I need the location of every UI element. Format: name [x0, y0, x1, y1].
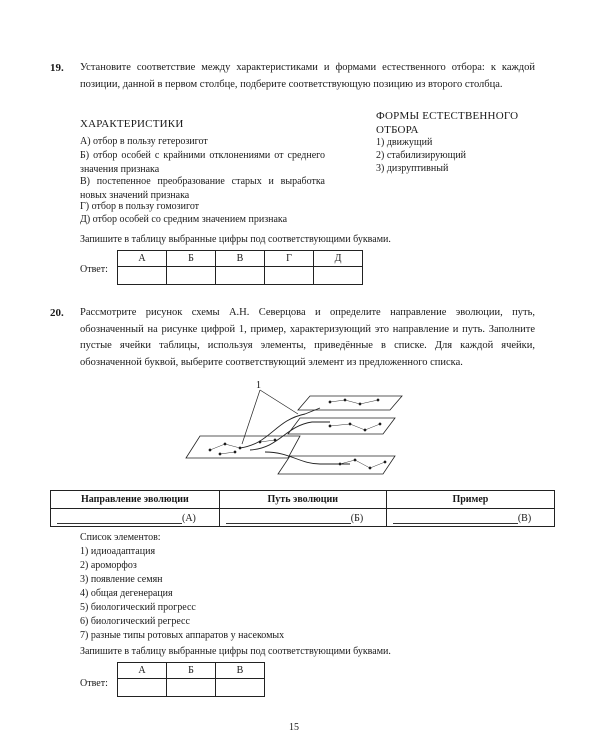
q19-letter-a: А — [118, 251, 167, 267]
q20-letter-a: А — [118, 663, 167, 679]
q20-answer-cell-v[interactable] — [216, 679, 265, 697]
cell-v[interactable] — [386, 509, 554, 527]
cell-a-label: (А) — [182, 512, 196, 524]
cell-b[interactable] — [219, 509, 386, 527]
element-1: 1) идиоадаптация — [80, 546, 156, 557]
q19-answer-cell-v[interactable] — [216, 267, 265, 285]
q20-letter-b: Б — [167, 663, 216, 679]
element-5: 5) биологический прогресс — [80, 602, 196, 613]
q19-number: 19. — [50, 62, 64, 74]
q20-letter-v: В — [216, 663, 265, 679]
q19-char-d: Д) отбор особей со средним значением признака — [80, 214, 288, 225]
q20-answer-label: Ответ: — [80, 678, 108, 689]
elements-list-title: Список элементов: — [80, 532, 161, 543]
cell-b-label: (Б) — [350, 512, 364, 524]
q20-prompt: Рассмотрите рисунок схемы А.Н. Северцова и определите направление эволюции, путь, обозначенный на рисунке цифрой 1, пример, характеризующий это направление и путь. Заполните пустые ячейки таблицы, используя элементы, приведённые в списке. Для каждой ячейки, обозначенной буквой, выберите соответствующий элемент из предложенного списка. — [80, 307, 535, 368]
element-2: 2) ароморфоз — [80, 560, 137, 571]
q19-answer-cell-a[interactable] — [118, 267, 167, 285]
q19-char-b: Б) отбор особей с крайними отклонениями от среднего значения признака — [80, 150, 325, 175]
severtsov-scheme-figure — [180, 378, 410, 490]
q19-col1-header: ХАРАКТЕРИСТИКИ — [80, 118, 184, 130]
q20-answer-cell-a[interactable] — [118, 679, 167, 697]
q19-col2-header: ФОРМЫ ЕСТЕСТВЕННОГО ОТБОРА — [376, 110, 519, 136]
q19-answer-cell-g[interactable] — [265, 267, 314, 285]
col-header-path: Путь эволюции — [219, 491, 386, 509]
element-6: 6) биологический регресс — [80, 616, 190, 627]
q19-letter-b: Б — [167, 251, 216, 267]
cell-a[interactable] — [51, 509, 220, 527]
q20-answer-table — [117, 662, 265, 697]
q19-letter-v: В — [216, 251, 265, 267]
q20-number: 20. — [50, 307, 64, 319]
col-header-example: Пример — [386, 491, 554, 509]
q19-answer-table — [117, 250, 363, 285]
element-3: 3) появление семян — [80, 574, 163, 585]
q20-instruction: Запишите в таблицу выбранные цифры под соответствующими буквами. — [80, 646, 391, 657]
q19-letter-g: Г — [265, 251, 314, 267]
q19-instruction: Запишите в таблицу выбранные цифры под соответствующими буквами. — [80, 234, 391, 245]
element-4: 4) общая дегенерация — [80, 588, 173, 599]
element-7: 7) разные типы ротовых аппаратов у насекомых — [80, 630, 285, 641]
q19-char-v: В) постепенное преобразование старых и выработка новых значений признака — [80, 176, 325, 201]
q20-answer-grid — [50, 490, 555, 527]
q19-letter-d: Д — [314, 251, 363, 267]
figure-label-1: 1 — [256, 380, 261, 391]
q19-char-a: А) отбор в пользу гетерозигот — [80, 136, 208, 147]
q19-answer-cell-d[interactable] — [314, 267, 363, 285]
q19-answer-cell-b[interactable] — [167, 267, 216, 285]
q19-form-2: 2) стабилизирующий — [376, 150, 467, 161]
cell-v-label: (В) — [517, 512, 532, 524]
q19-form-1: 1) движущий — [376, 137, 433, 148]
q19-prompt: Установите соответствие между характеристиками и формами естественного отбора: к каждой позиции, данной в первом столбце, подберите соответствующую позицию из второго столбца. — [80, 62, 535, 90]
q19-answer-label: Ответ: — [80, 264, 108, 275]
q19-form-3: 3) дизруптивный — [376, 163, 449, 174]
col-header-direction: Направление эволюции — [51, 491, 220, 509]
q20-answer-cell-b[interactable] — [167, 679, 216, 697]
page-number: 15 — [289, 722, 299, 733]
q19-char-g: Г) отбор в пользу гомозигот — [80, 201, 200, 212]
